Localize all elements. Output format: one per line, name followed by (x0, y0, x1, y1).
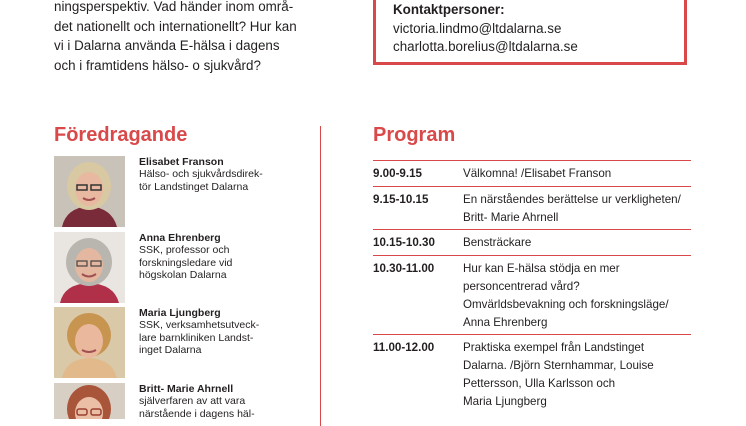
column-divider (320, 126, 321, 426)
speaker-photo (54, 156, 125, 227)
speaker-info (139, 383, 279, 420)
speaker-photo (54, 383, 125, 419)
speaker-photo (54, 232, 125, 303)
intro-line: ningsperspektiv. Vad händer inom områ- (54, 0, 294, 14)
intro-line: vi i Dalarna använda E-hälsa i dagens (54, 38, 280, 54)
topic-line: Maria Ljungberg (463, 394, 547, 408)
program-time: 10.15-10.30 (373, 236, 435, 250)
contact-email-link[interactable]: charlotta.borelius@ltdalarna.se (393, 39, 578, 55)
program-topic (463, 165, 691, 183)
speaker-desc: inget Dalarna (139, 344, 202, 357)
program-time: 9.15-10.15 (373, 192, 429, 206)
program-topic (463, 191, 691, 227)
intro-line: och i framtidens hälso- o sjukvård? (54, 57, 261, 73)
topic-line: personcentrerad vård? (463, 279, 580, 293)
program-time: 9.00-9.15 (373, 167, 422, 180)
speaker-desc: lare barnkliniken Landst- (139, 331, 254, 344)
speaker-desc: själverfaren av att vara (139, 395, 246, 408)
speaker-desc: SSK, professor och (139, 244, 230, 257)
contact-email-link[interactable]: victoria.lindmo@ltdalarna.se (393, 20, 562, 36)
topic-line: Bensträckare (463, 236, 532, 250)
speaker-desc: tör Landstinget Dalarna (139, 180, 249, 193)
topic-line: Dalarna. /Björn Sternhammar, Louise (463, 359, 654, 373)
speaker-name: Maria Ljungberg (139, 307, 221, 319)
program-row (373, 160, 691, 186)
intro-paragraph (54, 0, 324, 75)
contact-heading: Kontaktpersoner: (393, 2, 505, 17)
topic-line: Omvärldsbevakning och forskningsläge/ (463, 297, 669, 311)
speakers-title: Föredragande (54, 124, 188, 146)
speaker-info (139, 156, 279, 193)
program-time: 11.00-12.00 (373, 341, 435, 355)
topic-line: Välkomna! /Elisabet Franson (463, 167, 612, 180)
speaker-desc: forskningsledare vid (139, 256, 233, 269)
topic-line: Praktiska exempel från Landstinget (463, 341, 645, 355)
topic-line: En närståendes berättelse ur verkligheten/ (463, 192, 681, 206)
program-title: Program (373, 124, 456, 146)
program-time: 10.30-11.00 (373, 262, 435, 276)
program-topic (463, 339, 691, 410)
speaker-desc: högskolan Dalarna (139, 269, 227, 282)
speaker-desc: Hälso- och sjukvårdsdirek- (139, 168, 263, 181)
program-topic (463, 234, 691, 252)
program-table (373, 160, 691, 414)
program-row (373, 186, 691, 230)
topic-line: Britt- Marie Ahrnell (463, 210, 559, 224)
speaker-photo (54, 307, 125, 378)
topic-line: Hur kan E-hälsa stödja en mer (463, 262, 620, 276)
speaker-name: Elisabet Franson (139, 156, 224, 168)
program-row (373, 334, 691, 413)
program-topic (463, 260, 691, 331)
program-row (373, 255, 691, 334)
speaker-name: Anna Ehrenberg (139, 232, 221, 244)
contact-box (373, 0, 687, 65)
speaker-desc: närstående i dagens häl- (139, 407, 255, 420)
speaker-info (139, 307, 279, 357)
speaker-desc: SSK, verksamhetsutveck- (139, 319, 260, 332)
speaker-name: Britt- Marie Ahrnell (139, 383, 234, 395)
topic-line: Pettersson, Ulla Karlsson och (463, 376, 616, 390)
program-row (373, 229, 691, 255)
speaker-info (139, 232, 279, 282)
intro-line: det nationellt och internationellt? Hur kan (54, 18, 297, 34)
topic-line: Anna Ehrenberg (463, 315, 548, 329)
